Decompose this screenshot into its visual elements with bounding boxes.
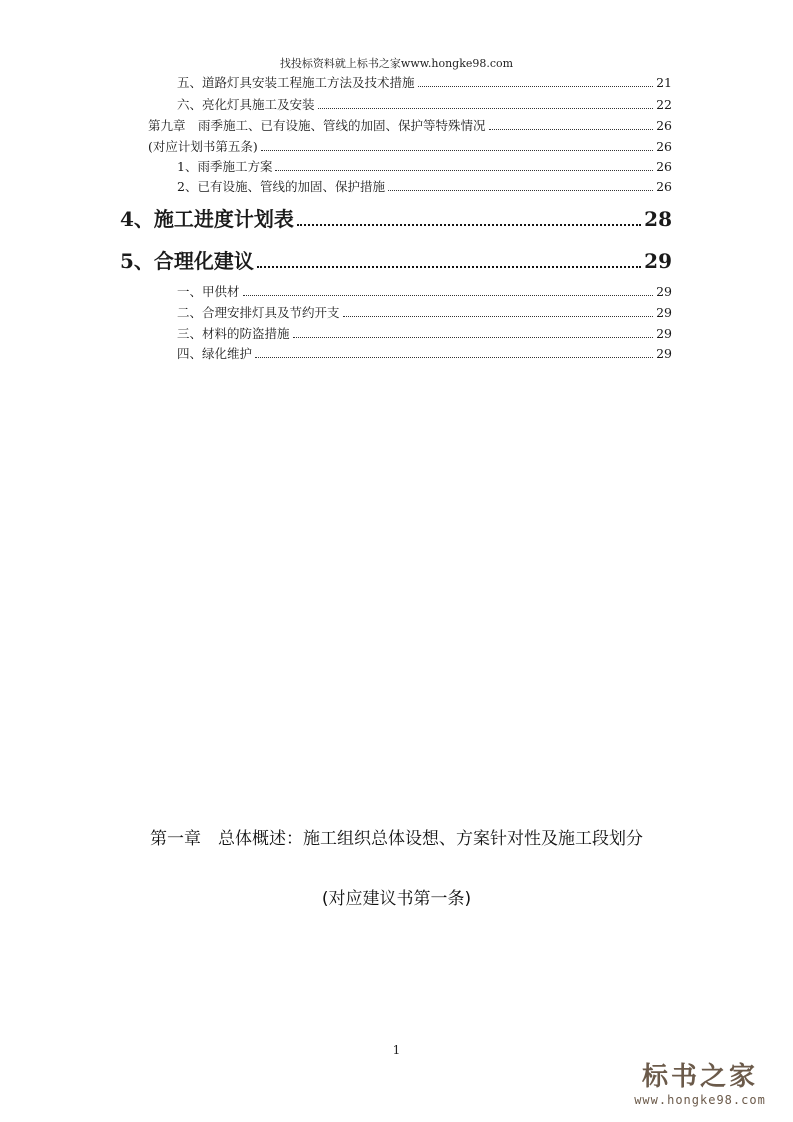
toc-entry-title: 五、道路灯具安装工程施工方法及技术措施 (177, 75, 415, 90)
toc-entry-title: 六、亮化灯具施工及安装 (177, 97, 315, 112)
toc-entry[interactable] (177, 284, 672, 300)
page-number: 1 (392, 1043, 401, 1057)
toc-leader (343, 316, 654, 317)
toc-leader (293, 337, 654, 338)
toc-section-title: 5、合理化建议 (120, 249, 254, 273)
toc-entry-title: (对应计划书第五条) (148, 139, 258, 154)
toc-leader (255, 357, 653, 358)
toc-leader (261, 150, 653, 151)
toc-leader (257, 266, 641, 268)
toc-section-title: 4、施工进度计划表 (120, 207, 294, 231)
toc-entry-title: 四、绿化维护 (177, 346, 253, 361)
toc-entry-page: 26 (656, 179, 672, 194)
toc-entry[interactable] (177, 97, 672, 113)
toc-entry-title: 第九章 雨季施工、已有设施、管线的加固、保护等特殊情况 (148, 118, 486, 133)
toc-entry-page: 29 (656, 346, 672, 361)
toc-entry[interactable] (177, 346, 672, 362)
toc-entry-page: 29 (656, 326, 672, 341)
toc-entry-page: 29 (656, 305, 672, 320)
toc-entry-title: 1、雨季施工方案 (177, 159, 273, 174)
toc-entry[interactable] (148, 118, 672, 134)
toc-entry[interactable] (177, 305, 672, 321)
toc-leader (297, 224, 641, 226)
toc-entry-title: 二、合理安排灯具及节约开支 (177, 305, 340, 320)
toc-entry-title: 一、甲供材 (177, 284, 240, 299)
toc-entry[interactable] (148, 139, 672, 155)
toc-entry[interactable] (177, 179, 672, 195)
toc-leader (489, 129, 654, 130)
toc-section-page: 29 (644, 249, 672, 273)
brand-logo (625, 1062, 775, 1108)
toc-entry[interactable] (177, 326, 672, 342)
page-header: 找投标资料就上标书之家www.hongke98.com (279, 57, 514, 70)
toc-section-page: 28 (644, 207, 672, 231)
toc-section-entry[interactable] (120, 249, 672, 273)
toc-entry[interactable] (177, 159, 672, 175)
toc-leader (275, 170, 653, 171)
toc-entry-page: 21 (656, 75, 672, 90)
brand-name: 标书之家 (641, 1062, 758, 1092)
brand-url: www.hongke98.com (634, 1093, 766, 1107)
toc-entry[interactable] (177, 75, 672, 91)
toc-entry-page: 22 (656, 97, 672, 112)
chapter-title: 第一章 总体概述：施工组织总体设想、方案针对性及施工段划分 (150, 829, 643, 849)
toc-leader (418, 86, 654, 87)
toc-entry-page: 26 (656, 118, 672, 133)
toc-section-entry[interactable] (120, 207, 672, 231)
chapter-subtitle: (对应建议书第一条) (321, 889, 472, 909)
toc-leader (318, 108, 654, 109)
toc-entry-page: 26 (656, 159, 672, 174)
toc-entry-page: 26 (656, 139, 672, 154)
toc-leader (388, 190, 653, 191)
toc-entry-title: 三、材料的防盗措施 (177, 326, 290, 341)
toc-entry-title: 2、已有设施、管线的加固、保护措施 (177, 179, 385, 194)
toc-leader (243, 295, 654, 296)
toc-entry-page: 29 (656, 284, 672, 299)
